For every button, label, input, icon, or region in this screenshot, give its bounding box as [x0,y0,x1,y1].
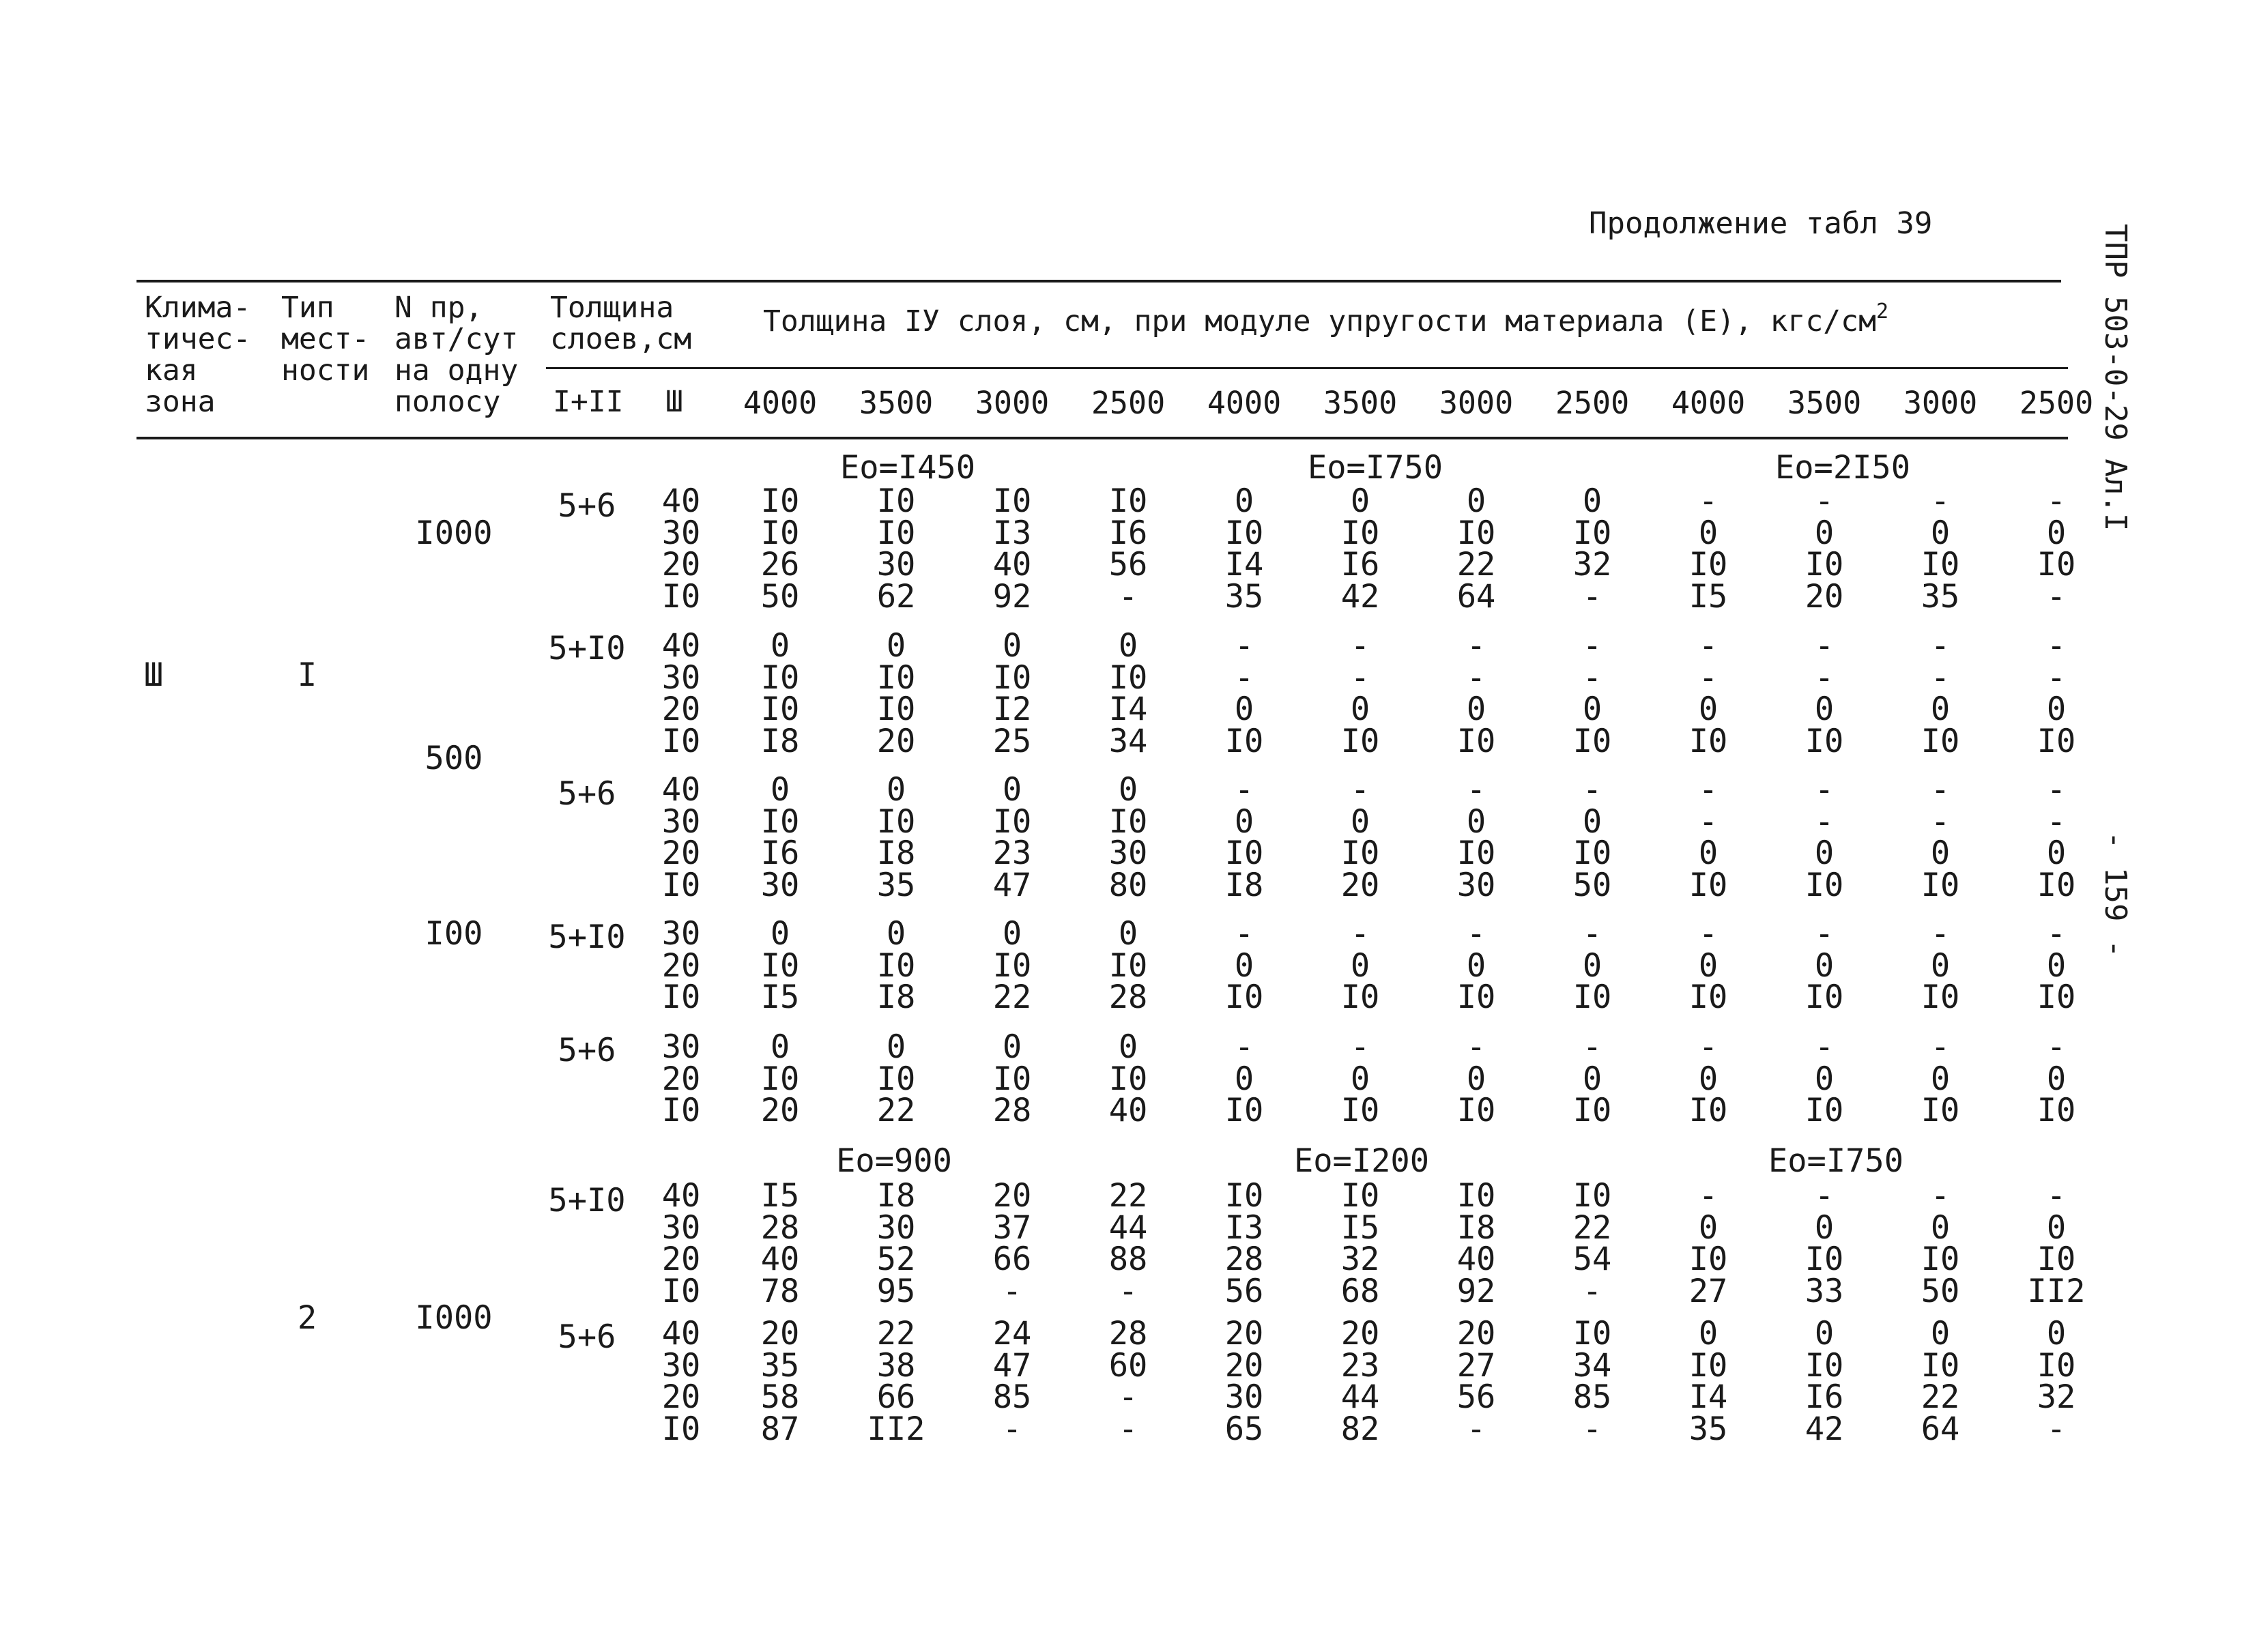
modulus-header-5: 4000 [1207,385,1282,421]
block-1-col-1: I0 I0 26 50 [760,482,800,615]
header-thickness-1: Толщина [550,291,674,325]
block-5-col-5: - 0 I0 [1224,1028,1264,1129]
block-7-layer3-values: 40 30 20 I0 [661,1315,701,1448]
block-7-col-4: 28 60 - - [1108,1315,1148,1448]
header-main-text: Толщина IУ слоя, см, при модуле упругости материала (Е), кгс/см [763,304,1876,338]
block-3-col-9: - - 0 I0 [1688,771,1728,904]
block-6-col-2: I8 30 52 95 [876,1177,916,1310]
block-1-layers: 5+6 [558,487,616,525]
block-5-layers: 5+6 [558,1032,616,1069]
block-5-col-10: - 0 I0 [1805,1028,1844,1129]
block-6-col-11: - 0 I0 50 [1921,1177,1960,1310]
block-1-col-6: 0 I0 I6 42 [1340,482,1380,615]
block-5-layer3-values: 30 20 I0 [661,1028,701,1129]
eo-label-1b: Eo=I750 [1307,449,1443,487]
type-cell-2: 2 [297,1299,317,1337]
block-5-col-6: - 0 I0 [1340,1028,1380,1129]
block-4-col-1: 0 I0 I5 [760,915,800,1016]
block-7-col-7: 20 27 56 - [1456,1315,1496,1448]
modulus-header-8: 2500 [1555,385,1630,421]
block-1-col-11: - 0 I0 35 [1921,482,1960,615]
header-type-1: Тип [281,291,334,325]
block-6-layers: 5+I0 [548,1182,626,1219]
modulus-header-11: 3000 [1903,385,1978,421]
modulus-header-4: 2500 [1091,385,1166,421]
modulus-header-9: 4000 [1671,385,1746,421]
block-5-col-12: - 0 I0 [2037,1028,2076,1129]
block-2-col-12: - - 0 I0 [2037,627,2076,760]
block-1-layer3-values: 40 30 20 I0 [661,482,701,615]
block-5-col-3: 0 I0 28 [992,1028,1032,1129]
block-7-col-10: 0 I0 I6 42 [1805,1315,1844,1448]
block-1-col-7: 0 I0 22 64 [1456,482,1496,615]
modulus-header-12: 2500 [2019,385,2094,421]
block-3-col-1: 0 I0 I6 30 [760,771,800,904]
block-6-col-5: I0 I3 28 56 [1224,1177,1264,1310]
header-zone-2: тичес- [145,322,251,356]
header-bottom-rule [136,437,2068,439]
block-3-col-3: 0 I0 23 47 [992,771,1032,904]
header-type-3: ности [281,353,370,388]
block-2-col-3: 0 I0 I2 25 [992,627,1032,760]
block-2-col-2: 0 I0 I0 20 [876,627,916,760]
header-n-2: авт/сут [394,322,519,356]
n-cell-2: 500 [425,740,483,777]
block-2-col-9: - - 0 I0 [1688,627,1728,760]
block-6-col-6: I0 I5 32 68 [1340,1177,1380,1310]
header-layer3: Ш [665,385,683,419]
block-5-col-1: 0 I0 20 [760,1028,800,1129]
block-2-col-8: - - 0 I0 [1572,627,1612,760]
block-2-layer3-values: 40 30 20 I0 [661,627,701,760]
block-4-col-10: - 0 I0 [1805,915,1844,1016]
block-1-col-12: - 0 I0 - [2037,482,2076,615]
document-code: ТПР 503-0-29 Ал.I [2098,224,2133,532]
header-layers12: I+II [553,385,624,419]
block-1-col-4: I0 I6 56 - [1108,482,1148,615]
block-2-col-10: - - 0 I0 [1805,627,1844,760]
header-main-sup: 2 [1875,300,1889,323]
header-zone-3: кая [145,353,198,388]
block-6-col-3: 20 37 66 - [992,1177,1032,1310]
block-6-col-10: - 0 I0 33 [1805,1177,1844,1310]
block-2-col-7: - - 0 I0 [1456,627,1496,760]
block-4-layers: 5+I0 [548,918,626,956]
block-3-col-5: - 0 I0 I8 [1224,771,1264,904]
block-4-col-12: - 0 I0 [2037,915,2076,1016]
block-1-col-9: - 0 I0 I5 [1688,482,1728,615]
modulus-header-10: 3500 [1787,385,1862,421]
block-4-col-5: - 0 I0 [1224,915,1264,1016]
n-cell-4: I000 [415,1299,493,1337]
top-rule [136,280,2061,282]
block-6-col-7: I0 I8 40 92 [1456,1177,1496,1310]
block-2-col-11: - - 0 I0 [1921,627,1960,760]
block-4-layer3-values: 30 20 I0 [661,915,701,1016]
header-n-4: полосу [394,385,501,419]
block-4-col-3: 0 I0 22 [992,915,1032,1016]
block-2-col-1: 0 I0 I0 I8 [760,627,800,760]
block-7-col-5: 20 20 30 65 [1224,1315,1264,1448]
block-7-col-1: 20 35 58 87 [760,1315,800,1448]
block-3-layers: 5+6 [558,775,616,813]
header-main [763,300,1889,338]
block-7-col-11: 0 I0 22 64 [1921,1315,1960,1448]
header-n-3: на одну [394,353,519,388]
block-4-col-11: - 0 I0 [1921,915,1960,1016]
block-2-col-4: 0 I0 I4 34 [1108,627,1148,760]
block-6-col-9: - 0 I0 27 [1688,1177,1728,1310]
block-3-col-11: - - 0 I0 [1921,771,1960,904]
block-3-col-2: 0 I0 I8 35 [876,771,916,904]
header-type-2: мест- [281,322,370,356]
modulus-header-7: 3000 [1439,385,1514,421]
modulus-header-2: 3500 [859,385,934,421]
block-5-col-7: - 0 I0 [1456,1028,1496,1129]
block-2-layers: 5+I0 [548,630,626,667]
header-zone-4: зона [145,385,216,419]
block-2-col-5: - - 0 I0 [1224,627,1264,760]
table-caption: Продолжение табл 39 [1589,206,1933,241]
block-4-col-9: - 0 I0 [1688,915,1728,1016]
block-4-col-6: - 0 I0 [1340,915,1380,1016]
block-3-layer3-values: 40 30 20 I0 [661,771,701,904]
eo-label-2a: Eo=900 [836,1142,952,1180]
modulus-header-1: 4000 [743,385,818,421]
header-mid-rule [546,367,2068,369]
header-thickness-2: слоев,см [550,322,692,356]
block-7-col-3: 24 47 85 - [992,1315,1032,1448]
eo-label-2b: Eo=I200 [1293,1142,1430,1180]
block-5-col-4: 0 I0 40 [1108,1028,1148,1129]
block-3-col-7: - 0 I0 30 [1456,771,1496,904]
type-cell-1: I [297,656,317,694]
block-6-col-12: - 0 I0 II2 [2027,1177,2086,1310]
block-3-col-6: - 0 I0 20 [1340,771,1380,904]
block-4-col-4: 0 I0 28 [1108,915,1148,1016]
block-5-col-2: 0 I0 22 [876,1028,916,1129]
block-6-col-1: I5 28 40 78 [760,1177,800,1310]
block-4-col-7: - 0 I0 [1456,915,1496,1016]
block-6-col-4: 22 44 88 - [1108,1177,1148,1310]
block-5-col-8: - 0 I0 [1572,1028,1612,1129]
block-4-col-8: - 0 I0 [1572,915,1612,1016]
eo-label-2c: Eo=I750 [1768,1142,1904,1180]
block-7-col-6: 20 23 44 82 [1340,1315,1380,1448]
block-6-col-8: I0 22 54 - [1572,1177,1612,1310]
modulus-header-3: 3000 [975,385,1050,421]
block-3-col-10: - - 0 I0 [1805,771,1844,904]
block-1-col-5: 0 I0 I4 35 [1224,482,1264,615]
n-cell-3: I00 [425,915,483,953]
n-cell-1: I000 [415,515,493,552]
block-6-layer3-values: 40 30 20 I0 [661,1177,701,1310]
block-1-col-10: - 0 I0 20 [1805,482,1844,615]
block-7-col-8: I0 34 85 - [1572,1315,1612,1448]
modulus-header-6: 3500 [1323,385,1398,421]
block-3-col-8: - 0 I0 50 [1572,771,1612,904]
block-3-col-12: - - 0 I0 [2037,771,2076,904]
block-4-col-2: 0 I0 I8 [876,915,916,1016]
block-3-col-4: 0 I0 30 80 [1108,771,1148,904]
block-5-col-11: - 0 I0 [1921,1028,1960,1129]
header-n-1: N пр, [394,291,483,325]
block-7-col-9: 0 I0 I4 35 [1688,1315,1728,1448]
header-zone-1: Клима- [145,291,251,325]
block-7-layers: 5+6 [558,1318,616,1356]
block-7-col-2: 22 38 66 II2 [867,1315,925,1448]
block-1-col-3: I0 I3 40 92 [992,482,1032,615]
block-7-col-12: 0 I0 32 - [2037,1315,2076,1448]
eo-label-1c: Eo=2I50 [1774,449,1911,487]
block-1-col-8: 0 I0 32 - [1572,482,1612,615]
eo-label-1a: Eo=I450 [839,449,976,487]
zone-cell: Ш [143,656,164,694]
page-number: - 159 - [2098,831,2133,958]
block-1-col-2: I0 I0 30 62 [876,482,916,615]
block-5-col-9: - 0 I0 [1688,1028,1728,1129]
block-2-col-6: - - 0 I0 [1340,627,1380,760]
